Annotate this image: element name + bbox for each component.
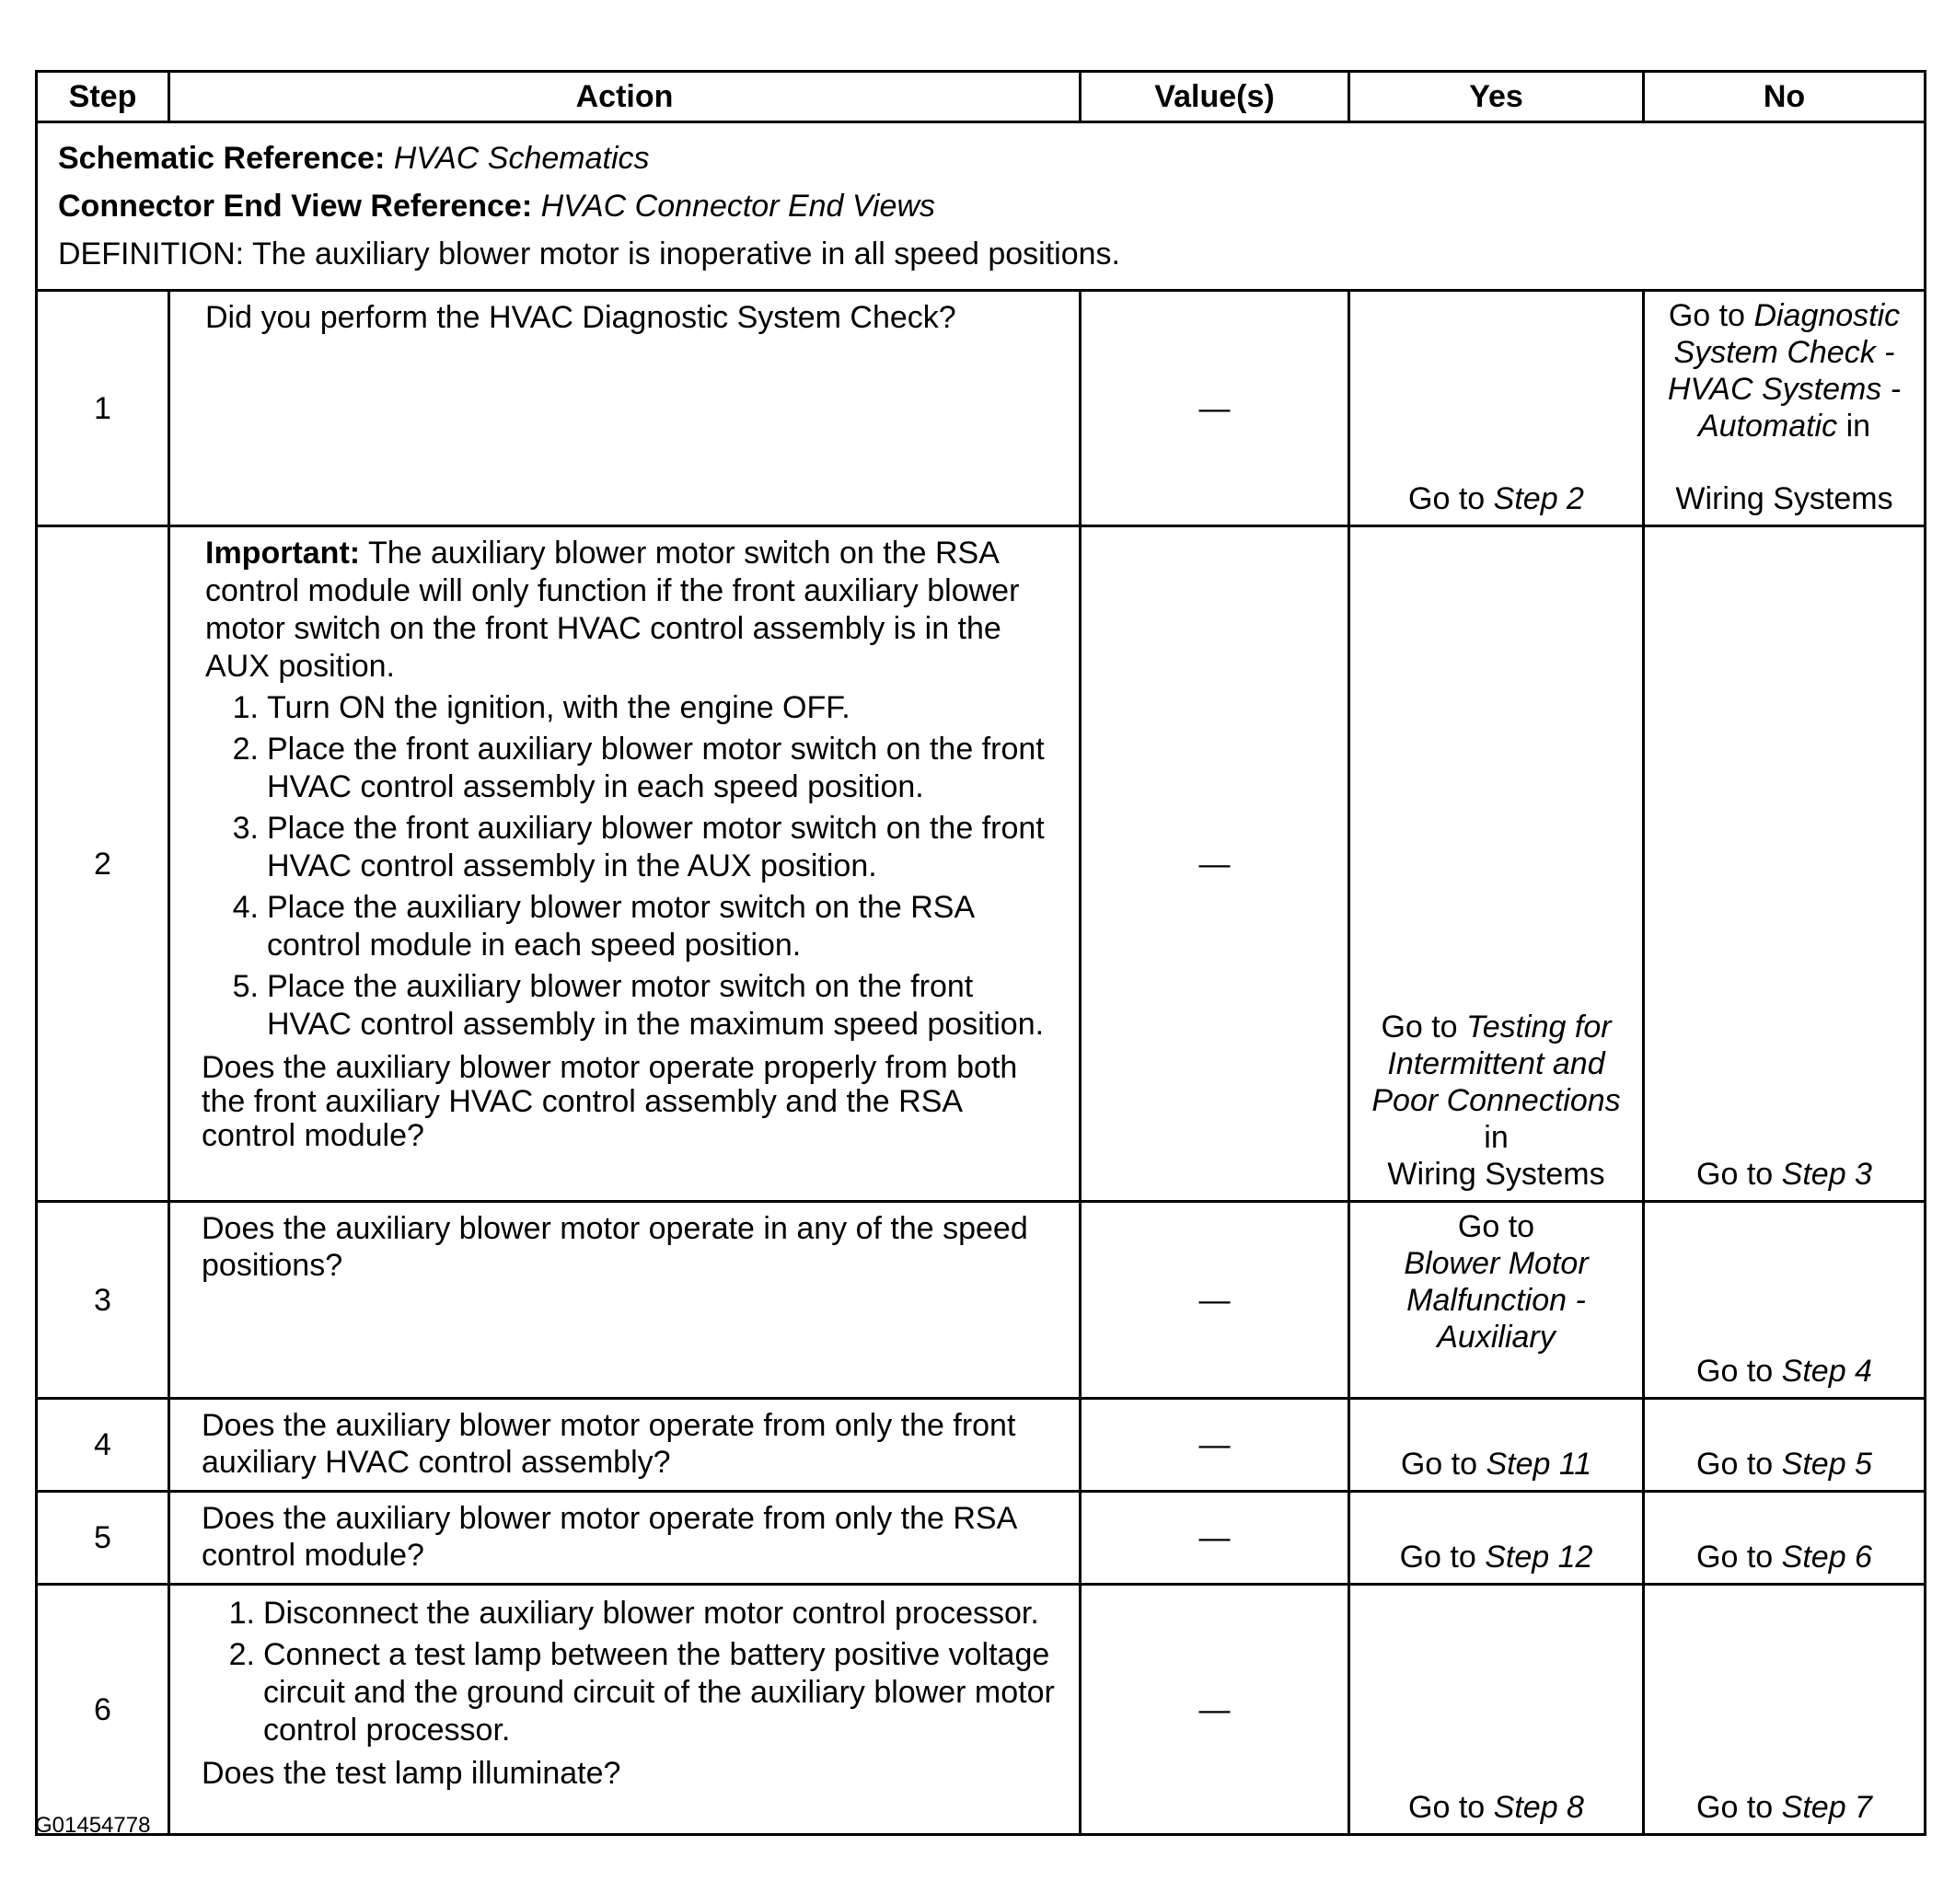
list-item xyxy=(191,810,1060,885)
important-note xyxy=(187,535,1060,686)
list-item xyxy=(191,889,1060,964)
step-number: 4 xyxy=(37,1399,169,1492)
value-cell: — xyxy=(1081,526,1349,1202)
yes-suffix: in xyxy=(1484,1120,1509,1155)
no-cell xyxy=(1644,1585,1926,1835)
no-prefix: Go to xyxy=(1696,1157,1774,1192)
connector-reference-link[interactable]: HVAC Connector End Views xyxy=(540,189,935,224)
list-number: 4. xyxy=(232,890,259,925)
no-tail: Wiring Systems xyxy=(1675,481,1893,516)
yes-link-part[interactable]: Auxiliary xyxy=(1437,1320,1556,1355)
question-text: Does the test lamp illuminate? xyxy=(202,1756,621,1791)
no-link[interactable]: Step 5 xyxy=(1781,1447,1872,1482)
list-item xyxy=(191,968,1060,1044)
list-text: Place the front auxiliary blower motor switch on the front HVAC control assembly in the AUX position. xyxy=(267,811,1045,883)
table-row xyxy=(37,1202,1926,1399)
action-cell xyxy=(169,1492,1081,1585)
yes-cell xyxy=(1349,1202,1644,1399)
schematic-reference xyxy=(58,134,1903,182)
value-cell: — xyxy=(1081,1202,1349,1399)
header-action: Action xyxy=(169,72,1081,122)
no-cell xyxy=(1644,1202,1926,1399)
connector-reference-label: Connector End View Reference: xyxy=(58,189,533,224)
step-number: 5 xyxy=(37,1492,169,1585)
value-cell: — xyxy=(1081,1492,1349,1585)
action-cell xyxy=(169,1202,1081,1399)
table-row xyxy=(37,526,1926,1202)
action-text: Does the auxiliary blower motor operate from only the RSA control module? xyxy=(202,1501,1016,1573)
list-item xyxy=(187,1595,1060,1633)
list-text: Connect a test lamp between the battery positive voltage circuit and the ground circuit of the auxiliary blower motor control processor. xyxy=(263,1637,1055,1748)
yes-prefix: Go to xyxy=(1399,1540,1476,1575)
definition-text: DEFINITION: The auxiliary blower motor is inoperative in all speed positions. xyxy=(58,237,1120,271)
list-text: Turn ON the ignition, with the engine OFF. xyxy=(267,690,850,725)
list-text: Disconnect the auxiliary blower motor control processor. xyxy=(263,1596,1039,1631)
yes-link-line xyxy=(1356,1009,1637,1045)
action-cell xyxy=(169,526,1081,1202)
yes-cell xyxy=(1349,291,1644,526)
action-text: Does the auxiliary blower motor operate from only the front auxiliary HVAC control assembly? xyxy=(202,1408,1016,1480)
reference-row xyxy=(37,122,1926,291)
list-number: 2. xyxy=(232,732,259,767)
yes-prefix: Go to xyxy=(1400,1447,1478,1482)
table-row xyxy=(37,1399,1926,1492)
yes-link-part[interactable]: Blower Motor xyxy=(1404,1246,1589,1281)
list-text: Place the front auxiliary blower motor switch on the front HVAC control assembly in each speed position. xyxy=(267,732,1045,804)
action-cell xyxy=(169,291,1081,526)
header-row xyxy=(37,72,1926,122)
yes-prefix: Go to xyxy=(1381,1010,1458,1044)
action-cell xyxy=(169,1585,1081,1835)
yes-cell xyxy=(1349,526,1644,1202)
no-cell xyxy=(1644,291,1926,526)
important-label: Important: xyxy=(205,536,361,571)
figure-id: G01454778 xyxy=(35,1813,151,1838)
schematic-reference-link[interactable]: HVAC Schematics xyxy=(393,141,650,176)
yes-link-part[interactable]: Malfunction - xyxy=(1406,1283,1586,1318)
header-step: Step xyxy=(37,72,169,122)
header-values: Value(s) xyxy=(1081,72,1349,122)
header-yes: Yes xyxy=(1349,72,1644,122)
connector-reference xyxy=(58,182,1903,230)
no-link[interactable]: Step 6 xyxy=(1781,1540,1872,1575)
no-link-part[interactable]: Automatic xyxy=(1697,409,1838,444)
no-prefix: Go to xyxy=(1696,1354,1774,1389)
yes-link[interactable]: Step 11 xyxy=(1486,1447,1592,1482)
action-text: Does the auxiliary blower motor operate in any of the speed positions? xyxy=(202,1211,1028,1283)
no-link-line xyxy=(1650,408,1918,444)
list-text: Place the auxiliary blower motor switch on the front HVAC control assembly in the maximum speed position. xyxy=(267,969,1045,1042)
no-prefix: Go to xyxy=(1696,1790,1774,1825)
no-suffix: in xyxy=(1845,409,1871,444)
no-link-part[interactable]: HVAC Systems - xyxy=(1667,372,1902,407)
no-cell xyxy=(1644,526,1926,1202)
yes-prefix: Go to xyxy=(1408,1790,1486,1825)
no-prefix: Go to xyxy=(1696,1540,1774,1575)
header-no: No xyxy=(1644,72,1926,122)
table-row xyxy=(37,1492,1926,1585)
no-link-line xyxy=(1650,297,1918,334)
table-row xyxy=(37,291,1926,526)
step-number: 6 xyxy=(37,1585,169,1835)
yes-cell xyxy=(1349,1492,1644,1585)
yes-cell xyxy=(1349,1585,1644,1835)
action-text: Did you perform the HVAC Diagnostic System Check? xyxy=(205,300,956,335)
list-item xyxy=(187,1636,1060,1749)
procedure-list xyxy=(187,689,1060,1044)
diagnostic-table xyxy=(35,70,1926,1836)
yes-link-part[interactable]: Intermittent and xyxy=(1387,1046,1605,1081)
yes-cell xyxy=(1349,1399,1644,1492)
no-link[interactable]: Step 4 xyxy=(1781,1354,1872,1389)
table-row xyxy=(37,1585,1926,1835)
no-prefix: Go to xyxy=(1696,1447,1774,1482)
yes-link[interactable]: Step 12 xyxy=(1485,1540,1593,1575)
no-link-part[interactable]: Diagnostic xyxy=(1753,298,1901,333)
step-number: 3 xyxy=(37,1202,169,1399)
value-cell: — xyxy=(1081,1399,1349,1492)
question-text: Does the auxiliary blower motor operate properly from both the front auxiliary HVAC control assembly and the RSA control module? xyxy=(202,1050,1018,1153)
no-link[interactable]: Step 7 xyxy=(1781,1790,1872,1825)
yes-link[interactable]: Step 8 xyxy=(1493,1790,1584,1825)
yes-prefix: Go to xyxy=(1408,481,1486,516)
value-cell: — xyxy=(1081,1585,1349,1835)
list-item xyxy=(191,689,1060,727)
schematic-reference-label: Schematic Reference: xyxy=(58,141,386,176)
action-cell xyxy=(169,1399,1081,1492)
important-text: The auxiliary blower motor switch on the RSA control module will only function if the front auxiliary blower motor switch on the front HVAC control assembly is in the AUX position. xyxy=(205,536,1020,684)
list-number: 3. xyxy=(232,811,259,846)
step-number: 1 xyxy=(37,291,169,526)
reference-cell xyxy=(37,122,1926,291)
yes-link[interactable]: Step 2 xyxy=(1493,481,1584,516)
value-cell: — xyxy=(1081,291,1349,526)
yes-tail: Wiring Systems xyxy=(1387,1157,1605,1192)
yes-prefix: Go to xyxy=(1457,1209,1535,1244)
list-number: 5. xyxy=(232,969,259,1004)
no-link[interactable]: Step 3 xyxy=(1781,1157,1872,1192)
list-number: 1. xyxy=(232,690,259,725)
list-item xyxy=(191,731,1060,806)
no-prefix: Go to xyxy=(1668,298,1745,333)
no-cell xyxy=(1644,1399,1926,1492)
yes-link-part[interactable]: Poor Connections xyxy=(1371,1083,1621,1118)
no-cell xyxy=(1644,1492,1926,1585)
procedure-list xyxy=(187,1595,1060,1749)
list-text: Place the auxiliary blower motor switch on the RSA control module in each speed position. xyxy=(267,890,974,963)
step-number: 2 xyxy=(37,526,169,1202)
yes-link-part[interactable]: Testing for xyxy=(1466,1010,1612,1044)
list-number: 2. xyxy=(228,1637,255,1672)
no-link-part[interactable]: System Check - xyxy=(1673,335,1895,370)
list-number: 1. xyxy=(228,1596,255,1631)
